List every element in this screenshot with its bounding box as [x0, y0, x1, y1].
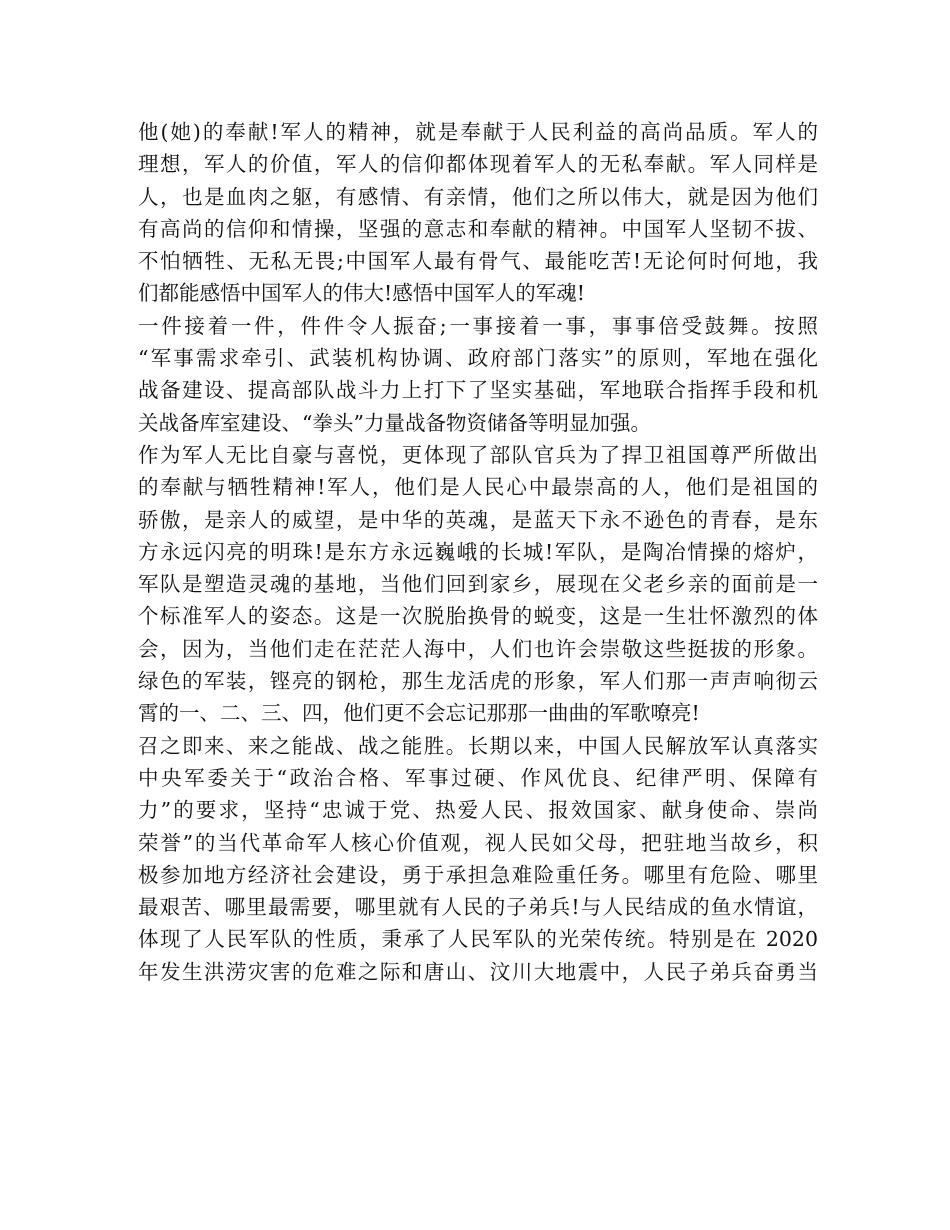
text-line: 有高尚的信仰和情操，坚强的意志和奉献的精神。中国军人坚韧不拔、	[138, 216, 818, 241]
text-line: 们都能感悟中国军人的伟大!感悟中国军人的军魂!	[138, 281, 585, 306]
paragraph-4	[138, 730, 818, 988]
paragraph-2	[138, 310, 818, 439]
text-line: 一件接着一件，件件令人振奋;一事接着一事，事事倍受鼓舞。按照	[138, 313, 818, 338]
text-line: 战备建设、提高部队战斗力上打下了坚实基础，军地联合指挥手段和机	[138, 378, 818, 403]
text-line: “军事需求牵引、武装机构协调、政府部门落实”的原则，军地在强化	[138, 346, 818, 371]
document-body	[138, 116, 818, 988]
text-line: 力”的要求，坚持“忠诚于党、热爱人民、报效国家、献身使命、崇尚	[138, 798, 818, 823]
text-line: 的奉献与牺牲精神!军人，他们是人民心中最崇高的人，他们是祖国的	[138, 475, 818, 500]
text-line: 荣誉”的当代革命军人核心价值观，视人民如父母，把驻地当故乡，积	[138, 830, 818, 855]
text-line: 会，因为，当他们走在茫茫人海中，人们也许会崇敬这些挺拔的形象。	[138, 636, 818, 661]
text-line: 关战备库室建设、“拳头”力量战备物资储备等明显加强。	[138, 410, 651, 435]
text-line: 骄傲，是亲人的威望，是中华的英魂，是蓝天下永不逊色的青春，是东	[138, 507, 818, 532]
text-line: 召之即来、来之能战、战之能胜。长期以来，中国人民解放军认真落实	[138, 733, 818, 758]
text-line: 人，也是血肉之躯，有感情、有亲情，他们之所以伟大，就是因为他们	[138, 184, 818, 209]
text-line: 个标准军人的姿态。这是一次脱胎换骨的蜕变，这是一生壮怀激烈的体	[138, 604, 818, 629]
text-line: 军队是塑造灵魂的基地，当他们回到家乡，展现在父老乡亲的面前是一	[138, 572, 818, 597]
text-line: 不怕牺牲、无私无畏;中国军人最有骨气、最能吃苦!无论何时何地，我	[138, 249, 818, 274]
text-line: 绿色的军装，铿亮的钢枪，那生龙活虎的形象，军人们那一声声响彻云	[138, 669, 818, 694]
text-line: 作为军人无比自豪与喜悦，更体现了部队官兵为了捍卫祖国尊严所做出	[138, 442, 818, 467]
text-line: 体现了人民军队的性质，秉承了人民军队的光荣传统。特别是在 2020	[138, 927, 818, 952]
text-line: 最艰苦、哪里最需要，哪里就有人民的子弟兵!与人民结成的鱼水情谊，	[138, 895, 818, 920]
text-line: 霄的一、二、三、四，他们更不会忘记那那一曲曲的军歌嘹亮!	[138, 701, 700, 726]
text-line: 极参加地方经济社会建设，勇于承担急难险重任务。哪里有危险、哪里	[138, 862, 818, 887]
text-line: 理想，军人的价值，军人的信仰都体现着军人的无私奉献。军人同样是	[138, 152, 818, 177]
paragraph-3	[138, 439, 818, 730]
text-line: 他(她)的奉献!军人的精神，就是奉献于人民利益的高尚品质。军人的	[138, 120, 818, 144]
text-line: 年发生洪涝灾害的危难之际和唐山、汶川大地震中，人民子弟兵奋勇当	[138, 959, 818, 984]
text-line: 中央军委关于“政治合格、军事过硬、作风优良、纪律严明、保障有	[138, 765, 818, 790]
text-line: 方永远闪亮的明珠!是东方永远巍峨的长城!军队，是陶冶情操的熔炉，	[138, 539, 818, 564]
paragraph-1	[138, 116, 818, 310]
